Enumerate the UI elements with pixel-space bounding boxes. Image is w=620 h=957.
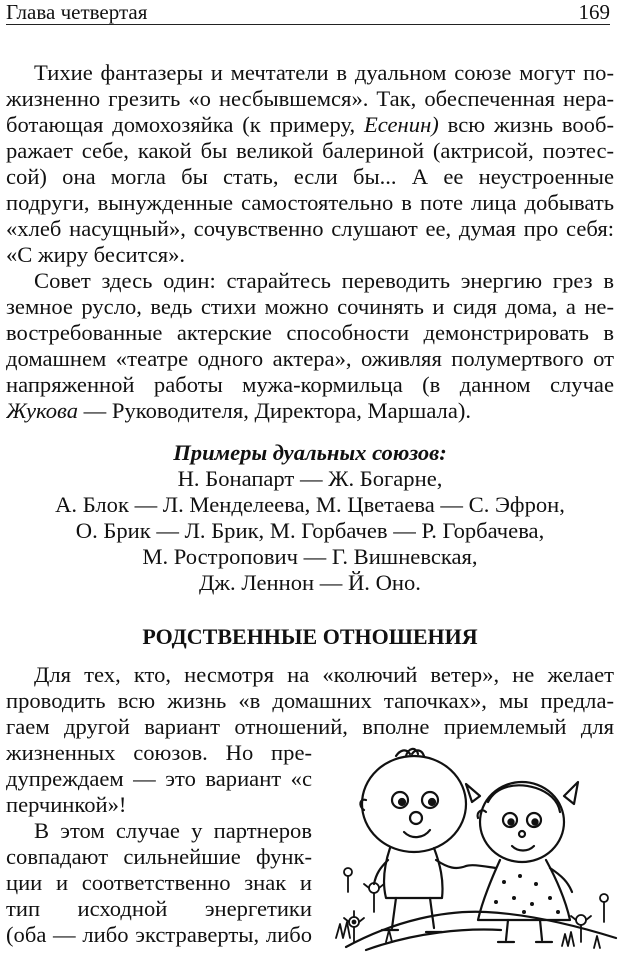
paragraph-line: тип исходной энергетики bbox=[6, 896, 312, 921]
paragraph-line: совпадают сильнейшие функ- bbox=[6, 844, 312, 869]
two-children-cartoon-icon bbox=[326, 742, 618, 952]
paragraph-line: В этом случае у партнеров bbox=[34, 818, 312, 843]
paragraph-line: домашнем «театре одного актера», оживляя полумертвого от bbox=[6, 346, 614, 371]
text-run: ботающая домохозяйка (к примеру, bbox=[6, 112, 364, 137]
paragraph-line: ции и соответственно знак и bbox=[6, 870, 312, 895]
paragraph-line bbox=[6, 112, 614, 138]
paragraph-line: (оба — либо экстраверты, либо bbox=[6, 922, 312, 947]
paragraph-line: земное русло, ведь стихи можно сочинять и сидя дома, а не- bbox=[6, 294, 614, 319]
paragraph-line: дупреждаем — это вариант «с bbox=[6, 766, 312, 791]
italic-name: Есенин) bbox=[364, 112, 439, 137]
paragraph-line: ражает себе, какой бы великой балериной (актрисой, поэтес- bbox=[6, 138, 614, 163]
children-illustration bbox=[326, 742, 618, 952]
italic-name: Жукова bbox=[6, 398, 79, 423]
paragraph-line: Совет здесь один: старайтесь переводить энергию грез в bbox=[34, 268, 614, 293]
section-heading: РОДСТВЕННЫЕ ОТНОШЕНИЯ bbox=[142, 624, 478, 649]
chapter-title: Глава четвертая bbox=[6, 0, 148, 24]
paragraph-line: проводить всю жизнь «в домашних тапочках», мы предла- bbox=[6, 688, 614, 713]
paragraph-line: перчинкой»! bbox=[6, 792, 127, 817]
paragraph-line: «хлеб насущный», сочувственно слушают ее, думая про себя: bbox=[6, 216, 614, 241]
paragraph-line: жизненных союзов. Но пре- bbox=[6, 740, 312, 765]
example-line: О. Брик — Л. Брик, М. Горбачев — Р. Горбачева, bbox=[75, 518, 545, 543]
paragraph-line: Тихие фантазеры и мечтатели в дуальном союзе могут по- bbox=[34, 60, 614, 85]
example-line: Дж. Леннон — Й. Оно. bbox=[199, 570, 421, 595]
example-line: Н. Бонапарт — Ж. Богарне, bbox=[177, 466, 443, 491]
examples-title: Примеры дуальных союзов: bbox=[173, 440, 447, 465]
example-line: М. Ростропович — Г. Вишневская, bbox=[142, 544, 478, 569]
example-line: А. Блок — Л. Менделеева, М. Цветаева — С. Эфрон, bbox=[55, 492, 565, 517]
paragraph-line: сой) она могла бы стать, если бы... А ее неустроенные bbox=[6, 164, 614, 189]
page-number: 169 bbox=[578, 0, 610, 24]
paragraph-line: «С жиру бесится». bbox=[6, 242, 186, 267]
paragraph-line bbox=[6, 398, 614, 424]
paragraph-line: Для тех, кто, несмотря на «колючий ветер», не желает bbox=[34, 662, 614, 687]
running-header bbox=[6, 0, 610, 25]
paragraph-line: востребованные актерские способности демонстрировать в bbox=[6, 320, 614, 345]
text-run: — Руководителя, Директора, Маршала). bbox=[78, 398, 472, 423]
paragraph-line: напряженной работы мужа-кормильца (в данном случае bbox=[6, 372, 614, 397]
paragraph-line: подруги, вынужденные самостоятельно в поте лица добывать bbox=[6, 190, 614, 215]
text-run: всю жизнь вооб- bbox=[438, 112, 614, 137]
paragraph-line: жизненно грезить «о несбывшемся». Так, обеспеченная нера- bbox=[6, 86, 614, 111]
paragraph-line: гаем другой вариант отношений, вполне приемлемый для bbox=[6, 714, 614, 739]
